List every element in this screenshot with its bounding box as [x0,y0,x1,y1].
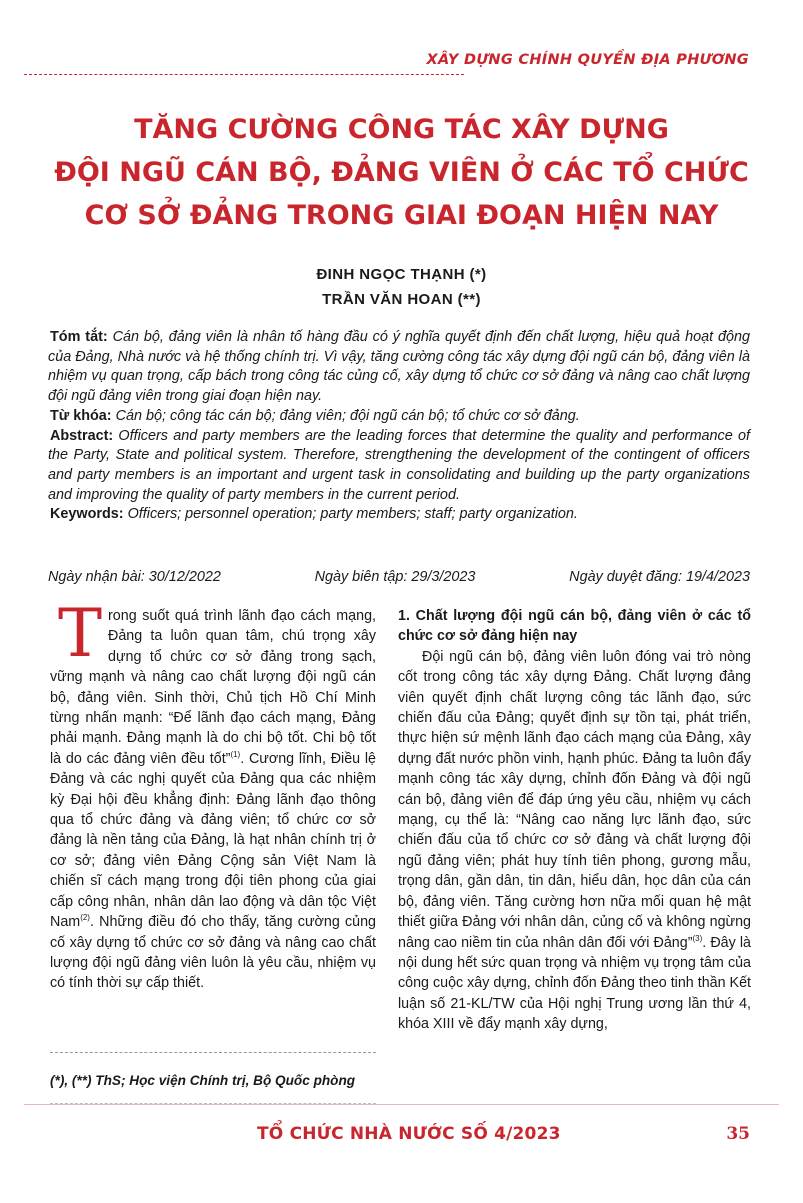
date-approved: Ngày duyệt đăng: 19/4/2023 [569,569,750,585]
intro-text: . Cương lĩnh, Điều lệ Đảng và các nghị quyết của Đảng qua các nhiệm kỳ Đại hội đều khẳng định: Đảng lãnh đạo thông qua tổ chức đảng và đảng viên; tổ chức cơ sở đảng là nền tảng của Đảng, là hạt nhân chính trị ở cơ sở; đảng viên Đảng Cộng sản Việt Nam là chiến sĩ cách mạng trong đội tiên phong của giai cấp công nhân, nhân dân lao động và dân tộc Việt Nam [50,750,376,931]
keywords-en-label: Keywords: [50,506,124,523]
abstract-vi-text: Cán bộ, đảng viên là nhân tố hàng đầu có ý nghĩa quyết định đến chất lượng, hiệu quả hoạt động của Đảng, Nhà nước và hệ thống chính trị. Vì vậy, tăng cường công tác xây dựng đội ngũ cán bộ, đảng viên là nhiệm vụ quan trọng, cấp bách trong công tác củng cố, xây dựng tổ chức cơ sở đảng và nâng cao chất lượng đội ngũ đảng viên trong giai đoạn hiện nay. [48,329,750,405]
footnote-ref: (2) [80,913,90,923]
intro-paragraph [50,595,376,994]
author-name: ĐINH NGỌC THẠNH (*) [316,266,487,283]
article-dates [48,569,750,585]
title-line: CƠ SỞ ĐẢNG TRONG GIAI ĐOẠN HIỆN NAY [84,200,719,231]
date-edited: Ngày biên tập: 29/3/2023 [314,569,476,585]
right-column [398,606,751,1035]
abstract-en [48,427,750,506]
author-name: TRẦN VĂN HOAN (**) [322,291,481,308]
footnote-ref: (3) [692,933,703,943]
abstract-vi-label: Tóm tắt: [50,329,108,345]
title-line: ĐỘI NGŨ CÁN BỘ, ĐẢNG VIÊN Ở CÁC TỔ CHỨC [54,157,749,188]
footnote-divider [50,1052,376,1053]
left-column [50,595,376,994]
abstract-block [48,328,750,525]
section-heading: 1. Chất lượng đội ngũ cán bộ, đảng viên ở các tổ chức cơ sở đảng hiện nay [398,608,751,645]
footer-divider [24,1104,779,1105]
authors [0,262,803,312]
keywords-vi-label: Từ khóa: [50,407,112,424]
journal-name: TỔ CHỨC NHÀ NƯỚC SỐ 4/2023 [257,1124,561,1144]
article-title [0,108,803,237]
title-line: TĂNG CƯỜNG CÔNG TÁC XÂY DỰNG [134,114,669,145]
body-paragraph [398,647,751,1035]
keywords-vi-text: Cán bộ; công tác cán bộ; đảng viên; đội ngũ cán bộ; tổ chức cơ sở đảng. [115,407,580,424]
body-text: Đội ngũ cán bộ, đảng viên luôn đóng vai trò nòng cốt trong công tác xây dựng Đảng. Chất lượng đảng viên quyết định chất lượng công tác lãnh đạo, sức chiến đấu của Đảng; quyết định sự tồn tại, phát triển, thực hiện sứ mệnh lãnh đạo cách mạng của Đảng, xây dựng đất nước phồn vinh, hạnh phúc. Đảng ta luôn đẩy mạnh công tác xây dựng, chỉnh đốn Đảng và đội ngũ cán bộ, đảng viên để đáp ứng yêu cầu, nhiệm vụ cách mạng, cụ thể là: “Nâng cao năng lực lãnh đạo, sức chiến đấu của tổ chức cơ sở đảng và chất lượng đội ngũ đảng viên; phát huy tính tiên phong, gương mẫu, trọng dân, gần dân, tin dân, hiểu dân, học dân của cán bộ, đảng viên. Tăng cường hơn nữa mối quan hệ mật thiết giữa Đảng với nhân dân, củng cố và không ngừng nâng cao niềm tin của nhân dân đối với Đảng” [398,648,751,951]
intro-text: rong suốt quá trình lãnh đạo cách mạng, Đảng ta luôn quan tâm, chú trọng xây dựng tổ chức cơ sở đảng trong sạch, vững mạnh và nâng cao chất lượng đội ngũ cán bộ, đảng viên. Sinh thời, Chủ tịch Hồ Chí Minh từng nhấn mạnh: “Để lãnh đạo cách mạng, Đảng phải mạnh. Đảng mạnh là do chi bộ tốt. Chi bộ tốt là do các đảng viên đều tốt” [50,608,376,767]
date-received: Ngày nhận bài: 30/12/2022 [48,569,221,585]
header-divider [24,74,464,75]
keywords-en-text: Officers; personnel operation; party members; staff; party organization. [127,506,578,523]
abstract-vi [48,328,750,407]
keywords-vi [48,407,750,427]
keywords-en [48,505,750,525]
author-footnote: (*), (**) ThS; Học viện Chính trị, Bộ Quốc phòng [50,1073,356,1088]
page-number: 35 [726,1124,750,1144]
intro-text: . Những điều đó cho thấy, tăng cường củng cố xây dựng tổ chức cơ sở đảng và nâng cao chất lượng đội ngũ đảng viên luôn là yêu cầu, nhiệm vụ có tính thời sự cấp thiết. [50,914,376,992]
section-header: XÂY DỰNG CHÍNH QUYỀN ĐỊA PHƯƠNG [426,52,749,68]
abstract-en-label: Abstract: [50,427,114,444]
footnote-ref: (1) [230,750,241,760]
drop-cap: T [58,595,103,672]
abstract-en-text: Officers and party members are the leading forces that determine the quality and performance of the Party, State and political system. Therefore, strengthening the development of the contingent of officers and party members is an important and urgent task in consolidating and building up the party organizations and improving the quality of party members in the current period. [48,427,750,503]
body-text: . Đây là nội dung hết sức quan trọng và nhiệm vụ trọng tâm của công cuộc xây dựng, chỉnh đốn Đảng theo tinh thần Kết luận số 21-KL/TW của Hội nghị Trung ương lần thứ 4, khóa XIII về đẩy mạnh xây dựng, [398,934,751,1033]
